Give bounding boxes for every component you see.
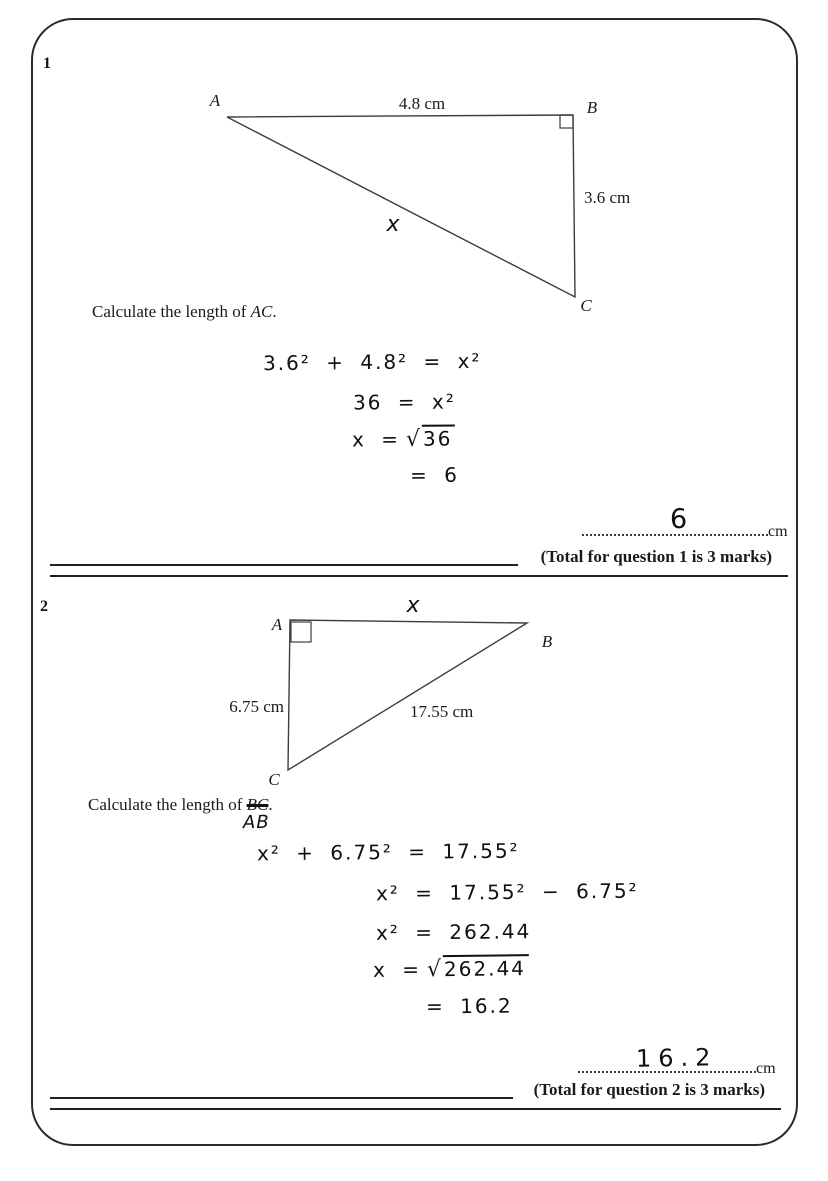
answer-unit: cm	[768, 523, 788, 540]
question-1-diagram	[200, 90, 631, 325]
vertex-label-a: A	[271, 615, 283, 634]
prompt-side-ref-struck: BC	[246, 795, 269, 814]
question-1-total: (Total for question 1 is 3 marks)	[540, 547, 772, 566]
vertex-label-b: B	[541, 632, 553, 651]
working-line-2: 36 = x²	[352, 389, 456, 415]
total-rule-left	[50, 1097, 513, 1099]
working-line-2: x² = 17.55² − 6.75²	[375, 878, 639, 906]
question-2-number: 2	[40, 598, 48, 615]
working-line-3: x² = 262.44	[375, 919, 532, 945]
side-label-ab-x: x	[406, 593, 420, 618]
triangle-abc	[227, 115, 575, 297]
answer-value-handwritten: 16.2	[635, 1043, 718, 1073]
answer-unit: cm	[756, 1060, 776, 1077]
question-1-answer-row	[582, 503, 788, 541]
question-1-prompt	[92, 302, 277, 322]
working-line-4	[373, 956, 529, 983]
working-line-4: = 6	[409, 462, 459, 488]
right-angle-mark-a	[291, 622, 311, 642]
side-label-ac: 6.75 cm	[229, 697, 284, 716]
working-line-3	[352, 426, 456, 452]
triangle-abc	[288, 620, 527, 770]
sqrt-sign: √	[405, 426, 423, 452]
total-rule-left	[50, 564, 518, 566]
vertex-label-b: B	[586, 98, 598, 117]
working-line-1: 3.6² + 4.8² = x²	[262, 348, 482, 376]
bottom-rule	[50, 1108, 781, 1110]
sqrt-radicand: 262.44	[443, 954, 529, 981]
side-label-bc: 17.55 cm	[410, 702, 474, 721]
prompt-period: .	[272, 302, 277, 321]
sqrt-sign: √	[426, 957, 444, 983]
side-label-ab: 4.8 cm	[398, 94, 446, 113]
question-divider-rule	[50, 575, 788, 577]
working-line-1: x² + 6.75² = 17.55²	[256, 838, 520, 866]
vertex-label-c: C	[268, 770, 280, 789]
answer-value-handwritten: 6	[669, 503, 688, 536]
vertex-label-a: A	[209, 91, 221, 110]
prompt-period: .	[268, 795, 273, 814]
prompt-text: Calculate the length of	[88, 795, 247, 814]
working-line-3-lhs: x =	[351, 427, 401, 452]
question-1-number: 1	[43, 55, 51, 72]
side-label-bc: 3.6 cm	[584, 188, 631, 207]
prompt-text: Calculate the length of	[92, 302, 251, 321]
prompt-correction-handwritten: AB	[242, 811, 270, 834]
question-2-answer-row	[578, 1043, 776, 1078]
working-line-5: = 16.2	[425, 993, 513, 1019]
right-angle-mark-b	[560, 115, 573, 128]
question-2-total: (Total for question 2 is 3 marks)	[533, 1080, 765, 1099]
working-line-4-lhs: x =	[372, 957, 422, 982]
prompt-side-ref: AC	[250, 302, 273, 321]
vertex-label-c: C	[580, 296, 592, 315]
question-2-diagram	[230, 590, 575, 800]
side-label-ac-x: x	[386, 212, 400, 237]
sqrt-radicand: 36	[422, 424, 456, 450]
